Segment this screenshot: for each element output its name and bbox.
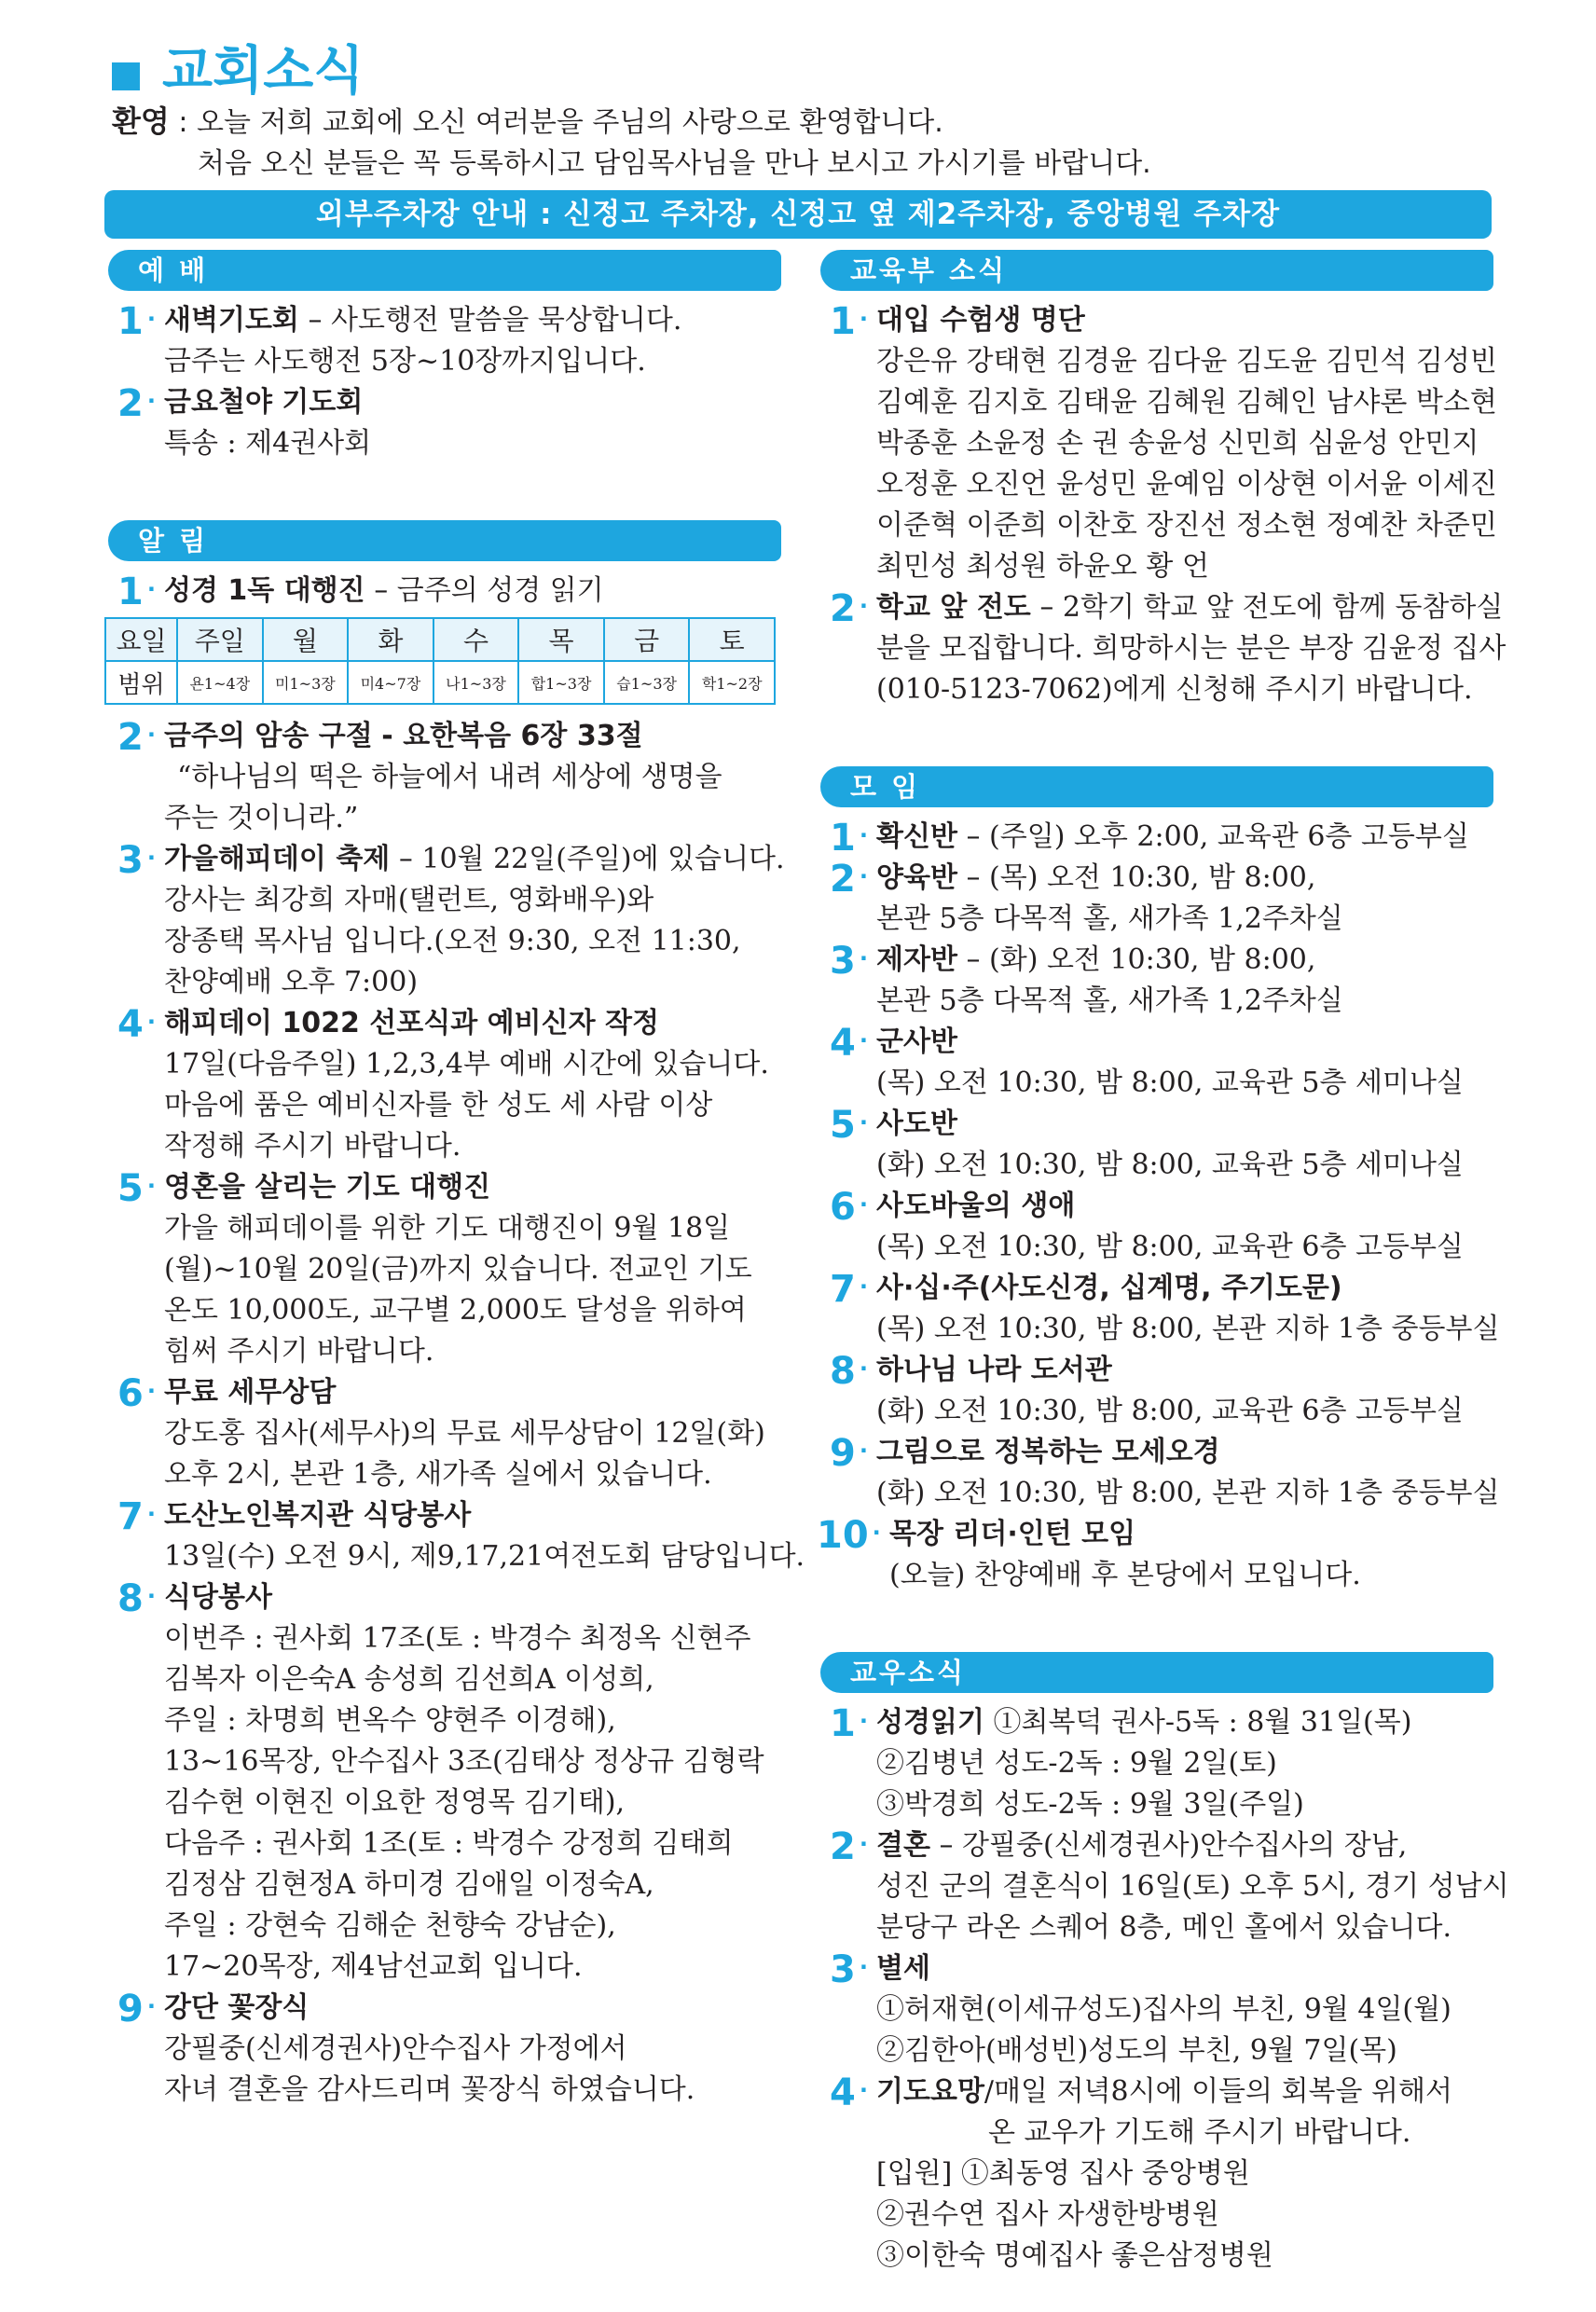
meeting-item-2: 2 · 양육반 – (목) 오전 10:30, 밤 8:00, 본관 5층 다목적 홀, 새가족 1,2주차실	[830, 858, 1343, 935]
item-number: 7 ·	[117, 1495, 156, 1538]
worship-item-2: 2 · 금요철야 기도회 특송 : 제4권사회	[117, 382, 372, 460]
item-number: 2 ·	[830, 1825, 868, 1868]
item-number: 1 ·	[117, 571, 156, 613]
item-number: 4 ·	[830, 1022, 868, 1065]
member-item-4: 4 · 기도요망/매일 저녁8시에 이들의 회복을 위해서 온 교우가 기도해 주시기 바랍니다. [입원] ①최동영 집사 중앙병원 ②권수연 집사 자생한방병원 ③이한숙 명예집사 좋은삼정병원	[830, 2071, 1452, 2272]
section-header-worship: 예 배	[104, 250, 781, 291]
meeting-item-6: 6 · 사도바울의 생애 (목) 오전 10:30, 밤 8:00, 교육관 6층 고등부실	[830, 1186, 1464, 1263]
item-number: 1 ·	[830, 1702, 868, 1745]
notice-item-1: 1 · 성경 1독 대행진 – 금주의 성경 읽기	[117, 571, 604, 613]
square-bullet-icon	[112, 62, 140, 90]
item-number: 3 ·	[830, 1948, 868, 1991]
bible-reading-table	[104, 617, 776, 705]
welcome-message	[112, 101, 1151, 185]
item-number: 2 ·	[830, 587, 868, 630]
notice-item-2: 2 · 금주의 암송 구절 - 요한복음 6장 33절 “하나님의 떡은 하늘에서 내려 세상에 생명을 주는 것이니라.”	[117, 716, 722, 834]
section-header-members: 교우소식	[817, 1652, 1493, 1693]
item-number: 4 ·	[117, 1003, 156, 1046]
section-header-education: 교육부 소식	[817, 250, 1493, 291]
item-number: 5 ·	[830, 1104, 868, 1147]
table-row: 범위 욘1~4장 미1~3장 미4~7장 나1~3장 합1~3장 습1~3장 학1~2장	[105, 661, 775, 704]
education-item-2: 2 · 학교 앞 전도 – 2학기 학교 앞 전도에 함께 동참하실 분을 모집합니다. 희망하시는 분은 부장 김윤정 집사 (010-5123-7062)에게 신청해 주시기 바랍니다.	[830, 587, 1507, 706]
item-number: 7 ·	[830, 1268, 868, 1311]
page-title-text: 교회소식	[162, 41, 365, 102]
notice-item-7: 7 · 도산노인복지관 식당봉사 13일(수) 오전 9시, 제9,17,21여전도회 담당입니다.	[117, 1495, 805, 1573]
item-number: 1 ·	[830, 300, 868, 343]
item-number: 6 ·	[117, 1372, 156, 1415]
item-number: 2 ·	[117, 382, 156, 425]
member-item-3: 3 · 별세 ①허재현(이세규성도)집사의 부친, 9월 4일(월) ②김한아(배성빈)성도의 부친, 9월 7일(목)	[830, 1948, 1452, 2067]
welcome-label: 환영	[112, 103, 170, 139]
notice-item-9: 9 · 강단 꽃장식 강필중(신세경권사)안수집사 가정에서 자녀 결혼을 감사드리며 꽃장식 하였습니다.	[117, 1988, 695, 2106]
item-number: 8 ·	[830, 1350, 868, 1393]
item-number: 9 ·	[830, 1432, 868, 1475]
item-number: 8 ·	[117, 1577, 156, 1620]
meeting-item-10: 10 · 목장 리더·인턴 모임 (오늘) 찬양예배 후 본당에서 모입니다.	[817, 1514, 1361, 1591]
left-column	[104, 250, 805, 2111]
item-number: 2 ·	[830, 858, 868, 901]
notice-item-6: 6 · 무료 세무상담 강도홍 집사(세무사)의 무료 세무상담이 12일(화) 오후 2시, 본관 1층, 새가족 실에서 있습니다.	[117, 1372, 765, 1491]
item-number: 1 ·	[117, 300, 156, 343]
item-number: 6 ·	[830, 1186, 868, 1229]
education-item-1: 1 · 대입 수험생 명단 강은유 강태현 김경윤 김다윤 김도윤 김민석 김성빈 김예훈 김지호 김태윤 김혜원 김혜인 남샤론 박소현 박종훈 소윤정 손 권 송윤성 신민희 심윤성 안민지 오정훈 오진언 윤성민 윤예임 이상현 이서윤 이세진 이준혁 이준희 이찬호 장진선 정소현 정예찬 차준민 최민성 최성원 하윤오 황 언	[830, 300, 1497, 583]
notice-item-5: 5 · 영혼을 살리는 기도 대행진 가을 해피데이를 위한 기도 대행진이 9월 18일 (월)~10월 20일(금)까지 있습니다. 전교인 기도 온도 10,000도, 교구별 2,000도 달성을 위하여 힘써 주시기 바랍니다.	[117, 1167, 752, 1368]
item-number: 3 ·	[117, 839, 156, 882]
worship-item-1: 1 · 새벽기도회 – 사도행전 말씀을 묵상합니다. 금주는 사도행전 5장~10장까지입니다.	[117, 300, 682, 378]
welcome-line-2: 처음 오신 분들은 꼭 등록하시고 담임목사님을 만나 보시고 가시기를 바랍니다.	[198, 147, 1151, 180]
section-header-meetings: 모 임	[817, 766, 1493, 807]
parking-notice-banner: 외부주차장 안내 : 신정고 주차장, 신정고 옆 제2주차장, 중앙병원 주차장	[104, 190, 1492, 239]
item-number: 10 ·	[817, 1514, 881, 1557]
member-item-1: 1 · 성경읽기 ①최복덕 권사-5독 : 8월 31일(목) ②김병년 성도-2독 : 9월 2일(토) ③박경희 성도-2독 : 9월 3일(주일)	[830, 1702, 1412, 1821]
item-number: 2 ·	[117, 716, 156, 759]
right-column	[817, 250, 1509, 2277]
meeting-item-5: 5 · 사도반 (화) 오전 10:30, 밤 8:00, 교육관 5층 세미나실	[830, 1104, 1464, 1181]
page-title	[112, 39, 364, 104]
notice-item-3: 3 · 가을해피데이 축제 – 10월 22일(주일)에 있습니다. 강사는 최강희 자매(탤런트, 영화배우)와 장종택 목사님 입니다.(오전 9:30, 오전 11:30, 찬양예배 오후 7:00)	[117, 839, 785, 998]
meeting-item-1: 1 · 확신반 – (주일) 오후 2:00, 교육관 6층 고등부실	[830, 817, 1469, 860]
member-item-2: 2 · 결혼 – 강필중(신세경권사)안수집사의 장남, 성진 군의 결혼식이 16일(토) 오후 5시, 경기 성남시 분당구 라온 스퀘어 8층, 메인 홀에서 있습니다.	[830, 1825, 1509, 1944]
item-number: 3 ·	[830, 940, 868, 983]
meeting-item-9: 9 · 그림으로 정복하는 모세오경 (화) 오전 10:30, 밤 8:00, 본관 지하 1층 중등부실	[830, 1432, 1500, 1509]
item-number: 9 ·	[117, 1988, 156, 2030]
meeting-item-3: 3 · 제자반 – (화) 오전 10:30, 밤 8:00, 본관 5층 다목적 홀, 새가족 1,2주차실	[830, 940, 1343, 1017]
meeting-item-8: 8 · 하나님 나라 도서관 (화) 오전 10:30, 밤 8:00, 교육관 6층 고등부실	[830, 1350, 1464, 1427]
section-header-notice: 알 림	[104, 520, 781, 561]
table-header-row: 요일 주일 월 화 수 목 금 토	[105, 618, 775, 661]
item-number: 5 ·	[117, 1167, 156, 1210]
notice-item-8: 8 · 식당봉사 이번주 : 권사회 17조(토 : 박경수 최정옥 신현주 김복자 이은숙A 송성희 김선희A 이성희, 주일 : 차명희 변옥수 양현주 이경해), 13~16목장, 안수집사 3조(김태상 정상규 김형락 김수현 이현진 이요한 정영목 김기태), 다음주 : 권사회 1조(토 : 박경수 강정희 김태희 김정삼 김현정A 하미경 김애일 이정숙A, 주일 : 강현숙 김해순 천향숙 강남순), 17~20목장, 제4남선교회 입니다.	[117, 1577, 764, 1983]
item-number: 4 ·	[830, 2071, 868, 2114]
welcome-line-1: : 오늘 저희 교회에 오신 여러분을 주님의 사랑으로 환영합니다.	[169, 106, 943, 139]
meeting-item-7: 7 · 사·십·주(사도신경, 십계명, 주기도문) (목) 오전 10:30, 밤 8:00, 본관 지하 1층 중등부실	[830, 1268, 1500, 1345]
meeting-item-4: 4 · 군사반 (목) 오전 10:30, 밤 8:00, 교육관 5층 세미나실	[830, 1022, 1464, 1099]
item-number: 1 ·	[830, 817, 868, 860]
notice-item-4: 4 · 해피데이 1022 선포식과 예비신자 작정 17일(다음주일) 1,2,3,4부 예배 시간에 있습니다. 마음에 품은 예비신자를 한 성도 세 사람 이상 작정해 주시기 바랍니다.	[117, 1003, 769, 1163]
